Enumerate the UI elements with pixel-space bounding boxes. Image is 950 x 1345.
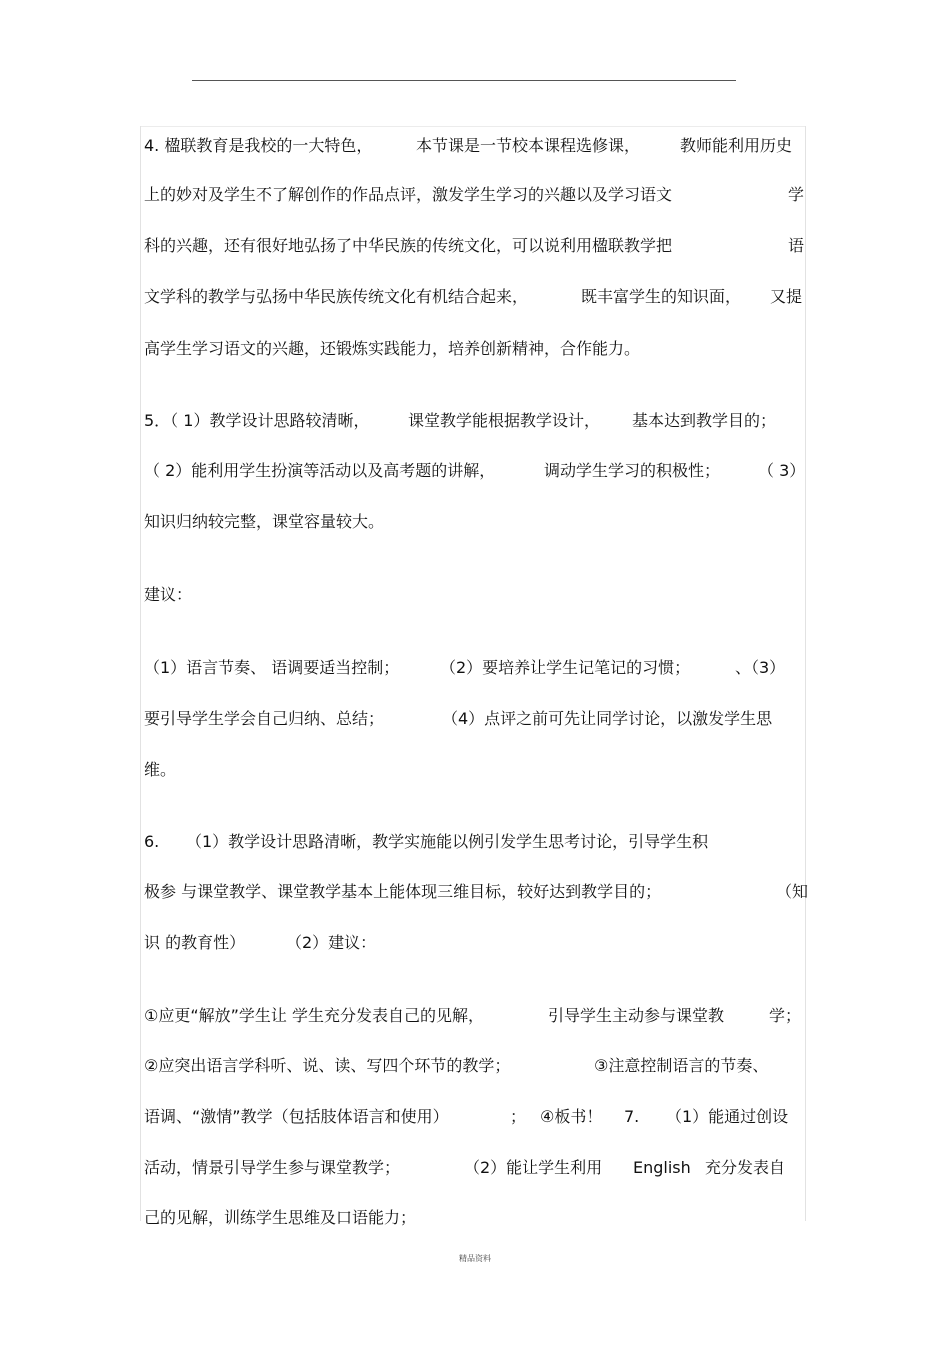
page-frame-right	[805, 126, 806, 1221]
text-segment: （2）建议：	[286, 933, 377, 952]
text-segment: 识 的教育性）	[144, 933, 246, 952]
recommendations-line-1	[144, 1004, 804, 1028]
text-segment: 7.	[624, 1107, 640, 1126]
recommendations-line-5	[144, 1206, 804, 1230]
text-segment: English	[633, 1158, 691, 1177]
text-segment: （2）能让学生利用	[464, 1158, 603, 1177]
text-segment: 学	[788, 185, 805, 204]
text-segment: 课堂教学能根据教学设计，	[408, 411, 601, 430]
text-segment: 语调、“激情”教学（包括肢体语言和使用）	[144, 1107, 449, 1126]
text-segment: ；	[510, 1107, 527, 1126]
paragraph-4-line-2	[144, 183, 804, 207]
text-segment: （4）点评之前可先让同学讨论，以激发学生思	[442, 709, 773, 728]
text-segment: ③注意控制语言的节奏、	[594, 1056, 769, 1075]
suggestion-heading	[144, 583, 804, 607]
paragraph-6-line-1	[144, 830, 804, 854]
text-segment: 6.	[144, 832, 160, 851]
text-segment: ④板书！	[540, 1107, 603, 1126]
text-segment: （2）要培养让学生记笔记的习惯；	[440, 658, 691, 677]
text-segment: （1）能通过创设	[666, 1107, 789, 1126]
paragraph-5-line-2	[144, 459, 804, 483]
text-segment: 知识归纳较完整，课堂容量较大。	[144, 512, 385, 531]
text-segment: 活动，情景引导学生参与课堂教学；	[144, 1158, 401, 1177]
text-segment: （1）教学设计思路清晰，教学实施能以例引发学生思考讨论，引导学生积	[186, 832, 709, 851]
text-segment: 充分发表自	[705, 1158, 786, 1177]
page-frame-top	[140, 126, 805, 127]
text-segment: 既丰富学生的知识面，	[581, 287, 742, 306]
paragraph-5-line-3	[144, 510, 804, 534]
paragraph-6-line-3	[144, 931, 804, 955]
text-segment: （1）语言节奏、 语调要适当控制；	[144, 658, 400, 677]
text-segment: 上的妙对及学生不了解创作的作品点评，激发学生学习的兴趣以及学习语文	[144, 185, 673, 204]
text-segment: 4. 楹联教育是我校的一大特色，	[144, 136, 373, 155]
text-segment: 基本达到教学目的；	[632, 411, 777, 430]
text-segment: 引导学生主动参与课堂教	[548, 1006, 725, 1025]
text-segment: 己的见解，训练学生思维及口语能力；	[144, 1208, 417, 1227]
text-segment: 教师能利用历史	[680, 136, 793, 155]
paragraph-4-line-3	[144, 234, 804, 258]
text-segment: 、（3）	[735, 658, 786, 677]
page-frame-left	[140, 126, 141, 1221]
recommendations-line-2	[144, 1054, 804, 1078]
page-footer: 精品资料	[459, 1254, 491, 1263]
text-segment: 要引导学生学会自己归纳、总结；	[144, 709, 385, 728]
paragraph-4-line-1	[144, 134, 804, 158]
header-rule	[192, 80, 736, 81]
text-segment: （ 3）	[758, 461, 806, 480]
text-segment: （ 2）能利用学生扮演等活动以及高考题的讲解，	[144, 461, 496, 480]
text-segment: （知	[776, 882, 809, 901]
text-segment: ①应更“解放”学生让 学生充分发表自己的见解，	[144, 1006, 485, 1025]
text-segment: 本节课是一节校本课程选修课，	[416, 136, 641, 155]
text-segment: 科的兴趣，还有很好地弘扬了中华民族的传统文化，可以说利用楹联教学把	[144, 236, 673, 255]
text-segment: 语	[788, 236, 805, 255]
text-segment: 调动学生学习的积极性；	[544, 461, 721, 480]
text-segment: 极参 与课堂教学、课堂教学基本上能体现三维目标，较好达到教学目的；	[144, 882, 662, 901]
paragraph-4-line-5	[144, 337, 804, 361]
suggestions-line-2	[144, 707, 804, 731]
suggestions-line-1	[144, 656, 804, 680]
text-segment: 又提	[770, 287, 803, 306]
suggestions-line-3	[144, 758, 804, 782]
text-segment: 学；	[769, 1006, 802, 1025]
recommendations-line-4	[144, 1156, 804, 1180]
text-segment: 高学生学习语文的兴趣，还锻炼实践能力，培养创新精神，合作能力。	[144, 339, 641, 358]
paragraph-5-line-1	[144, 409, 804, 433]
text-segment: 维。	[144, 760, 177, 779]
recommendations-line-3	[144, 1105, 804, 1129]
text-segment: 文学科的教学与弘扬中华民族传统文化有机结合起来，	[144, 287, 529, 306]
text-segment: 建议：	[144, 585, 193, 604]
paragraph-4-line-4	[144, 285, 804, 309]
paragraph-6-line-2	[144, 880, 809, 904]
text-segment: ②应突出语言学科听、说、读、写四个环节的教学；	[144, 1056, 511, 1075]
text-segment: 5．（ 1）教学设计思路较清晰，	[144, 411, 370, 430]
